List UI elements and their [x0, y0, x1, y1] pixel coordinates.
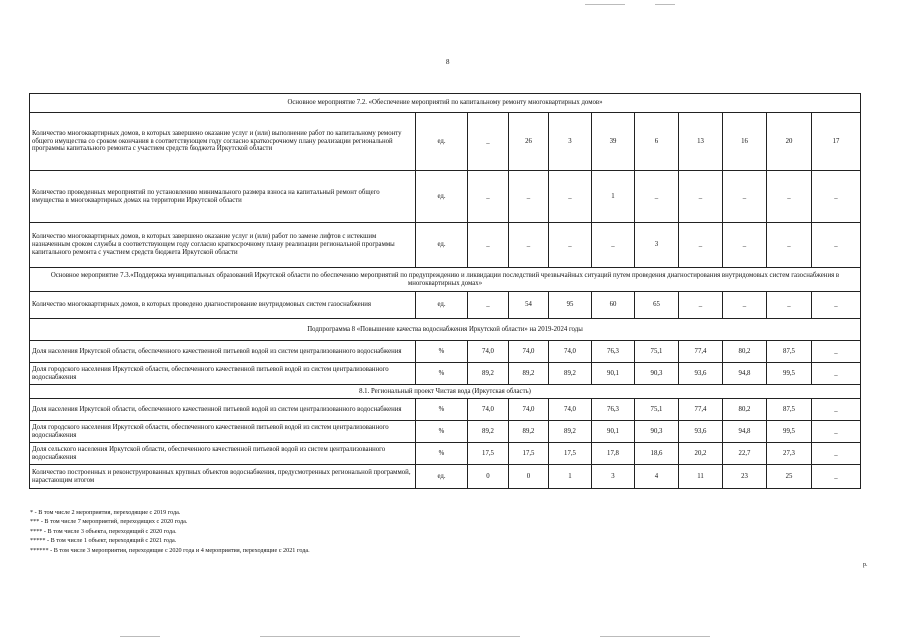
- value-cell: _: [468, 171, 509, 223]
- scan-artifact: [585, 4, 625, 5]
- indicator-label: Доля населения Иркутской области, обеспеченного качественной питьевой водой из систем централизованного водоснабжения: [30, 399, 416, 421]
- value-cell: _: [592, 223, 635, 268]
- value-cell: _: [723, 292, 767, 319]
- unit-cell: ед.: [416, 171, 468, 223]
- scan-artifact: [655, 4, 675, 5]
- value-cell: _: [549, 223, 592, 268]
- section-row: [30, 385, 861, 399]
- table-row: [30, 421, 861, 443]
- unit-cell: %: [416, 443, 468, 465]
- scan-artifact: [600, 636, 710, 637]
- value-cell: 89,2: [549, 363, 592, 385]
- value-cell: 93,6: [679, 421, 723, 443]
- value-cell: 20: [767, 113, 812, 171]
- section-title: Основное мероприятие 7.3.«Поддержка муниципальных образований Иркутской области по обеспечению мероприятий по предупреждению и ликвидации последствий чрезвычайных ситуаций путем проведения диагностирования внутридомовых систем газоснабжения в многоквартирных домах»: [30, 268, 861, 292]
- footnote: **** - В том числе 3 объекта, переходящий с 2020 года.: [30, 527, 177, 535]
- indicator-label: Доля городского населения Иркутской области, обеспеченного качественной питьевой водой из систем централизованного водоснабжения: [30, 421, 416, 443]
- value-cell: 74,0: [468, 399, 509, 421]
- value-cell: _: [812, 363, 861, 385]
- value-cell: 16: [723, 113, 767, 171]
- value-cell: _: [723, 171, 767, 223]
- value-cell: 80,2: [723, 341, 767, 363]
- table-row: [30, 399, 861, 421]
- value-cell: 3: [592, 465, 635, 489]
- value-cell: 22,7: [723, 443, 767, 465]
- value-cell: 74,0: [549, 341, 592, 363]
- value-cell: 89,2: [468, 363, 509, 385]
- section-row: [30, 94, 861, 113]
- value-cell: _: [767, 223, 812, 268]
- section-title: Основное мероприятие 7.2. «Обеспечение мероприятий по капитальному ремонту многоквартирных домов»: [30, 94, 861, 113]
- value-cell: 75,1: [635, 341, 679, 363]
- value-cell: _: [509, 171, 549, 223]
- value-cell: 3: [549, 113, 592, 171]
- value-cell: _: [468, 223, 509, 268]
- value-cell: _: [549, 171, 592, 223]
- value-cell: _: [767, 292, 812, 319]
- scan-artifact: [120, 636, 160, 637]
- section-row: [30, 268, 861, 292]
- value-cell: 93,6: [679, 363, 723, 385]
- value-cell: 27,3: [767, 443, 812, 465]
- value-cell: 99,5: [767, 363, 812, 385]
- indicator-label: Доля сельского населения Иркутской области, обеспеченного качественной питьевой водой из систем централизованного водоснабжения: [30, 443, 416, 465]
- value-cell: 90,3: [635, 363, 679, 385]
- footnote: * - В том числе 2 мероприятия, переходящие с 2019 года.: [30, 509, 181, 516]
- indicator-label: Количество многоквартирных домов, в которых завершено оказание услуг и (или) работ по замене лифтов с истекшим назначенным сроком службы в соответствующем году согласно краткосрочному плану реализации региональной программы капитального ремонта с участием средств бюджета Иркутской области: [30, 223, 416, 268]
- value-cell: _: [767, 171, 812, 223]
- value-cell: _: [468, 292, 509, 319]
- unit-cell: ед.: [416, 113, 468, 171]
- scan-artifact: [260, 636, 520, 637]
- section-title: 8.1. Региональный проект Чистая вода (Иркутская область): [30, 385, 861, 399]
- value-cell: _: [509, 223, 549, 268]
- table-row: [30, 292, 861, 319]
- unit-cell: %: [416, 421, 468, 443]
- table-row: [30, 341, 861, 363]
- value-cell: 89,2: [509, 421, 549, 443]
- value-cell: 13: [679, 113, 723, 171]
- corner-mark: р.: [863, 562, 868, 568]
- indicator-label: Количество многоквартирных домов, в которых проведено диагностирование внутридомовых систем газоснабжения: [30, 292, 416, 319]
- value-cell: 74,0: [509, 399, 549, 421]
- indicator-label: Количество проведенных мероприятий по установлению минимального размера взноса на капитальный ремонт общего имущества в многоквартирных домах на территории Иркутской области: [30, 171, 416, 223]
- value-cell: 94,8: [723, 363, 767, 385]
- value-cell: 76,3: [592, 399, 635, 421]
- value-cell: 65: [635, 292, 679, 319]
- value-cell: 11: [679, 465, 723, 489]
- value-cell: 77,4: [679, 341, 723, 363]
- table-row: [30, 363, 861, 385]
- indicator-label: Доля городского населения Иркутской области, обеспеченного качественной питьевой водой из систем централизованного водоснабжения: [30, 363, 416, 385]
- table-row: [30, 171, 861, 223]
- value-cell: 1: [549, 465, 592, 489]
- value-cell: _: [812, 465, 861, 489]
- indicators-table: [29, 93, 861, 489]
- value-cell: 94,8: [723, 421, 767, 443]
- unit-cell: %: [416, 399, 468, 421]
- indicator-label: Количество многоквартирных домов, в которых завершено оказание услуг и (или) выполнение работ по капитальному ремонту общего имущества со сроком окончания в соответствующем году согласно краткосрочному плану реализации региональной программы капитального ремонта с участием средств бюджета Иркутской области: [30, 113, 416, 171]
- value-cell: 90,1: [592, 363, 635, 385]
- footnote: *** - В том числе 7 мероприятий, переходящих с 2020 года.: [30, 518, 188, 526]
- value-cell: 95: [549, 292, 592, 319]
- value-cell: 89,2: [509, 363, 549, 385]
- unit-cell: %: [416, 341, 468, 363]
- table-row: [30, 113, 861, 171]
- value-cell: 74,0: [468, 341, 509, 363]
- value-cell: 18,6: [635, 443, 679, 465]
- value-cell: _: [812, 292, 861, 319]
- value-cell: 39: [592, 113, 635, 171]
- value-cell: 17,5: [468, 443, 509, 465]
- footnotes: [30, 508, 310, 555]
- value-cell: _: [679, 171, 723, 223]
- table-row: [30, 443, 861, 465]
- value-cell: 87,5: [767, 341, 812, 363]
- table-row: [30, 465, 861, 489]
- value-cell: 87,5: [767, 399, 812, 421]
- value-cell: _: [812, 223, 861, 268]
- value-cell: _: [635, 171, 679, 223]
- value-cell: _: [812, 171, 861, 223]
- value-cell: _: [723, 223, 767, 268]
- section-row: [30, 319, 861, 341]
- value-cell: _: [468, 113, 509, 171]
- value-cell: 1: [592, 171, 635, 223]
- value-cell: 76,3: [592, 341, 635, 363]
- value-cell: 26: [509, 113, 549, 171]
- value-cell: _: [679, 292, 723, 319]
- value-cell: 6: [635, 113, 679, 171]
- value-cell: 0: [468, 465, 509, 489]
- value-cell: 80,2: [723, 399, 767, 421]
- value-cell: 54: [509, 292, 549, 319]
- value-cell: 25: [767, 465, 812, 489]
- unit-cell: %: [416, 363, 468, 385]
- value-cell: 0: [509, 465, 549, 489]
- value-cell: 99,5: [767, 421, 812, 443]
- value-cell: _: [812, 341, 861, 363]
- value-cell: 74,0: [509, 341, 549, 363]
- value-cell: _: [812, 421, 861, 443]
- value-cell: 74,0: [549, 399, 592, 421]
- value-cell: _: [812, 399, 861, 421]
- value-cell: 89,2: [549, 421, 592, 443]
- unit-cell: ед.: [416, 292, 468, 319]
- value-cell: 90,1: [592, 421, 635, 443]
- unit-cell: ед.: [416, 223, 468, 268]
- value-cell: 4: [635, 465, 679, 489]
- value-cell: 17,8: [592, 443, 635, 465]
- value-cell: _: [812, 443, 861, 465]
- indicator-label: Доля населения Иркутской области, обеспеченного качественной питьевой водой из систем централизованного водоснабжения: [30, 341, 416, 363]
- value-cell: 60: [592, 292, 635, 319]
- value-cell: 17: [812, 113, 861, 171]
- value-cell: 23: [723, 465, 767, 489]
- indicator-label: Количество построенных и реконструированных крупных объектов водоснабжения, предусмотренных региональной программой, нарастающим итогом: [30, 465, 416, 489]
- value-cell: 17,5: [549, 443, 592, 465]
- table-row: [30, 223, 861, 268]
- footnote: ***** - В том числе 1 объект, переходящий с 2021 года.: [30, 537, 177, 545]
- section-title: Подпрограмма 8 «Повышение качества водоснабжения Иркутской области» на 2019-2024 годы: [30, 319, 861, 341]
- page-number: 8: [446, 58, 450, 66]
- value-cell: 90,3: [635, 421, 679, 443]
- value-cell: 17,5: [509, 443, 549, 465]
- value-cell: 3: [635, 223, 679, 268]
- value-cell: 89,2: [468, 421, 509, 443]
- footnote: ****** - В том числе 3 мероприятия, переходящие с 2020 года и 4 мероприятия, переходящие с 2021 года.: [30, 546, 310, 554]
- value-cell: _: [679, 223, 723, 268]
- unit-cell: ед.: [416, 465, 468, 489]
- value-cell: 77,4: [679, 399, 723, 421]
- value-cell: 20,2: [679, 443, 723, 465]
- value-cell: 75,1: [635, 399, 679, 421]
